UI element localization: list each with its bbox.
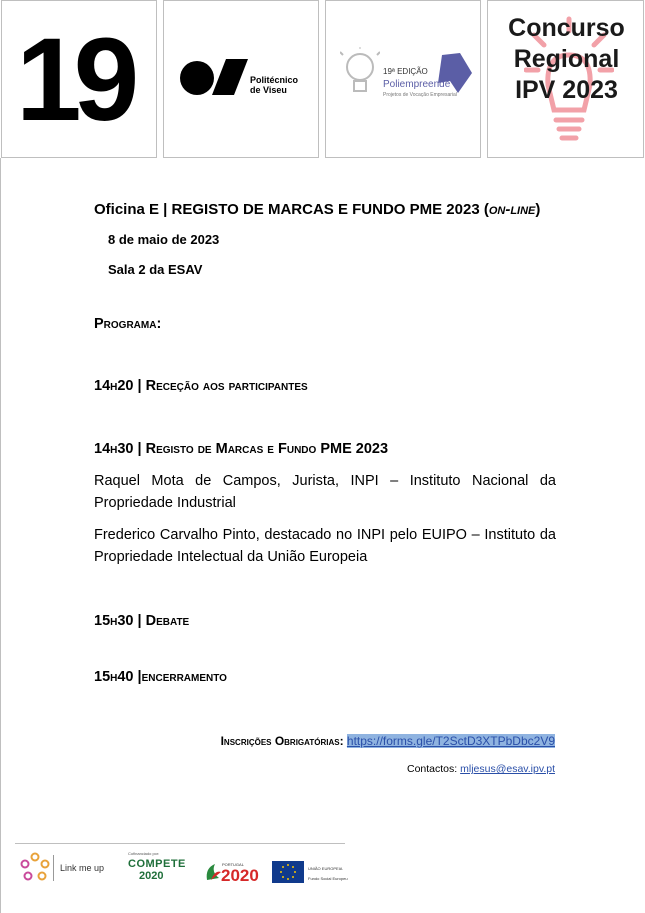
edicao-label: 19ª EDIÇÃO [383,67,428,76]
linkmeup-label: Link me up [60,863,105,873]
program-time: 14h30 [94,441,134,457]
poliempreende-label: Poliempreende [383,79,451,90]
concurso-title [488,13,645,106]
title-text: Oficina E | REGISTO DE MARCAS E FUNDO PME 2023 ( [94,201,489,218]
logo-19 [1,0,157,158]
registration-link[interactable]: https://forms.gle/T2SctD3XTPbDbc2V9 [346,734,555,748]
left-border [0,158,1,913]
logo-politecnico-viseu [163,0,319,158]
program-sep: | [133,669,142,685]
pv-dot-icon [180,61,214,95]
logo-concurso-regional [487,0,644,158]
concurso-line2: Regional [513,45,620,73]
program-label: encerramento [141,669,227,685]
compete-year: 2020 [139,870,164,882]
pv-line2: de Viseu [250,85,287,95]
pv-slash-icon [212,59,248,95]
program-label: Receção aos participantes [145,378,308,394]
eu-fund-label: Fundo Social Europeu [308,876,348,881]
event-room: Sala 2 da ESAV [108,262,203,277]
speaker-2: Frederico Carvalho Pinto, destacado no INPI pelo EUIPO – Instituto da Propriedade Intelectual da União Europeia [94,527,556,565]
eu-flag-icon [272,861,304,883]
lightbulb-icon [340,47,380,107]
program-item [94,669,556,685]
programa-heading: Programa: [94,316,162,332]
compete-label: COMPETE [128,858,186,870]
portugal-label: PORTUGAL [222,862,244,867]
event-title [94,201,556,218]
pv-name [250,75,298,95]
program-item [94,378,556,394]
program-time: 15h30 [94,613,134,629]
program-label: Registo de Marcas e Fundo PME 2023 [145,441,389,457]
program-time: 15h40 [94,669,134,685]
contacts-label: Contactos: [406,763,458,775]
pv-line1: Politécnico [250,75,299,85]
concurso-line1: Concurso [508,14,625,42]
title-close: ) [535,201,541,218]
contact-email-link[interactable]: mljesus@esav.ipv.pt [460,763,555,775]
eu-label: UNIÃO EUROPEIA [308,866,343,871]
portugal-year: 2020 [221,866,259,885]
number-19: 19 [16,14,132,146]
speaker-1: Raquel Mota de Campos, Jurista, INPI – Instituto Nacional da Propriedade Industrial [94,473,556,511]
program-sep: | [133,441,146,457]
registration [221,734,555,748]
linkmeup-icon [20,852,50,882]
program-sep: | [133,378,146,394]
logo-poliempreende [325,0,481,158]
program-item [94,441,556,457]
cofinanciado-label: Cofinanciado por: [128,851,160,856]
concurso-line3: IPV 2023 [515,76,618,104]
contacts [407,763,555,775]
program-label: Debate [145,613,190,629]
linkmeup-divider [53,855,54,881]
footer-divider [15,843,345,844]
program-item [94,613,556,629]
program-sep: | [133,613,146,629]
registration-label: Inscrições Obrigatórias: [220,734,344,748]
event-date: 8 de maio de 2023 [108,232,220,247]
title-online: on-line [488,201,536,218]
portugal2020-icon [205,862,221,882]
poliempreende-sub: Projetos de Vocação Empresarial [383,92,457,98]
program-time: 14h20 [94,378,134,394]
